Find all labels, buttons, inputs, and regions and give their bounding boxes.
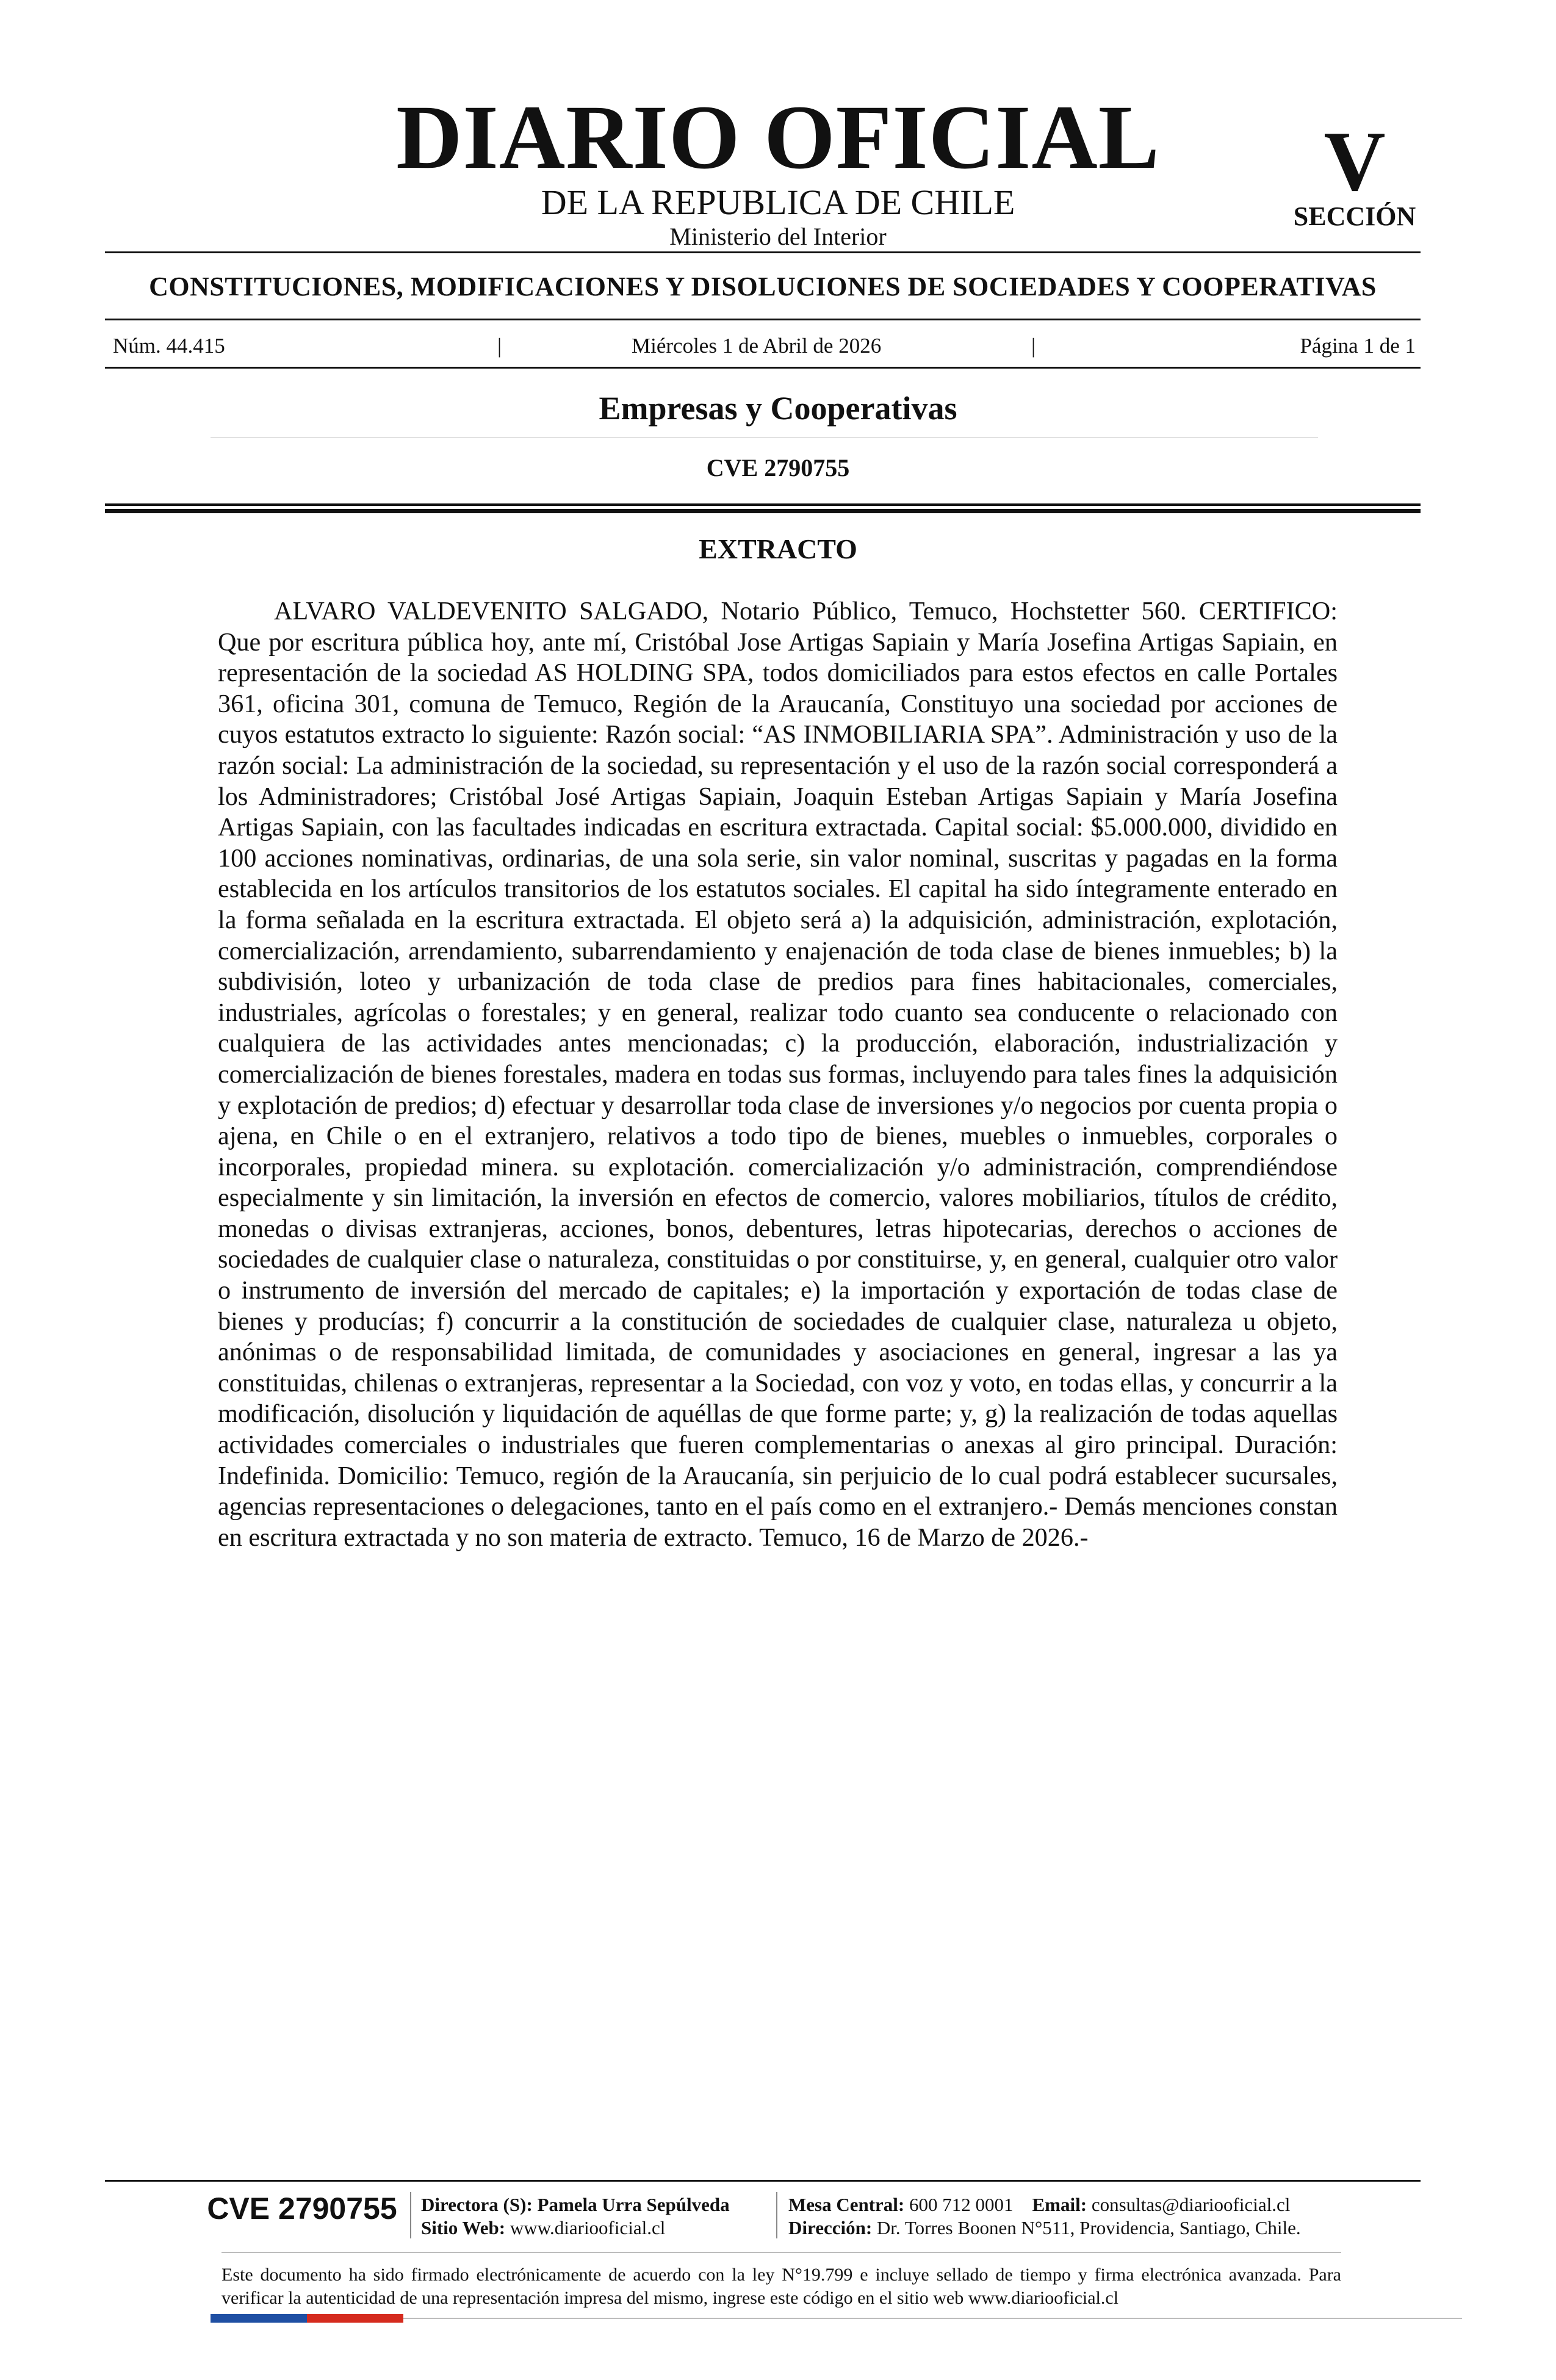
footer-top-rule xyxy=(105,2180,1421,2182)
page-count: Página 1 de 1 xyxy=(1300,334,1416,358)
footer-note-rule xyxy=(222,2252,1341,2253)
director-name: Directora (S): Pamela Urra Sepúlveda xyxy=(421,2194,730,2215)
section-badge xyxy=(1288,114,1422,232)
footer-director-column xyxy=(421,2193,730,2240)
double-rule-top xyxy=(105,503,1421,506)
flag-bar-blue xyxy=(211,2314,307,2323)
address-label: Dirección: xyxy=(788,2217,873,2238)
meta-bottom-rule xyxy=(105,367,1421,369)
section-letter: V xyxy=(1324,114,1386,209)
footer-cve-code: CVE 2790755 xyxy=(207,2191,397,2226)
email-link[interactable]: consultas@diariooficial.cl xyxy=(1091,2194,1291,2215)
issue-meta-row xyxy=(113,333,1416,359)
footer-bottom-rule xyxy=(403,2318,1462,2319)
cve-code: CVE 2790755 xyxy=(706,454,850,481)
address-value: Dr. Torres Boonen N°511, Providencia, Santiago, Chile. xyxy=(876,2217,1301,2238)
email-label: Email: xyxy=(1032,2194,1087,2215)
section-word: SECCIÓN xyxy=(1293,201,1416,231)
flag-bar-red xyxy=(307,2314,403,2323)
category-title: Empresas y Cooperativas xyxy=(599,390,957,427)
issue-number: Núm. 44.415 xyxy=(113,334,225,358)
phone-label: Mesa Central: xyxy=(788,2194,905,2215)
newspaper-subtitle: DE LA REPUBLICA DE CHILE xyxy=(541,182,1015,222)
website-link[interactable]: www.diariooficial.cl xyxy=(510,2217,666,2238)
signature-note: Este documento ha sido firmado electrónicamente de acuerdo con la ley N°19.799 e incluye sellado de tiempo y firma electrónica avanzada. Para verificar la autenticidad de una representación impresa del mismo, ingrese este código en el sitio web www.diariooficial.cl xyxy=(222,2265,1341,2308)
extract-body: ALVARO VALDEVENITO SALGADO, Notario Público, Temuco, Hochstetter 560. CERTIFICO: Que por escritura pública hoy, ante mí, Cristóbal Jose Artigas Sapiain y María Josefina Artigas Sapiain, en representación de la sociedad AS HOLDING SPA, todos domiciliados para estos efectos en calle Portales 361, oficina 301, comuna de Temuco, Región de la Araucanía, Constituyo una sociedad por acciones de cuyos estatutos extracto lo siguiente: Razón social: “AS INMOBILIARIA SPA”. Administración y uso de la razón social: La administración de la sociedad, su representación y el uso de la razón social corresponderá a los Administradores; Cristóbal José Artigas Sapiain, Joaquin Esteban Artigas Sapiain y María Josefina Artigas Sapiain, con las facultades indicadas en escritura extractada. Capital social: $5.000.000, dividido en 100 acciones nominativas, ordinarias, de una sola serie, sin valor nominal, suscritas y pagadas en la forma establecida en los artículos transitorios de los estatutos sociales. El capital ha sido íntegramente enterado en la forma señalada en la escritura extractada. El objeto será a) la adquisición, administración, explotación, comercialización, arrendamiento, subarrendamiento y enajenación de toda clase de bienes inmuebles; b) la subdivisión, loteo y urbanización de toda clase de predios para fines habitacionales, comerciales, industriales, agrícolas o forestales; y en general, realizar todo cuanto sea conducente o relacionado con cualquiera de las actividades antes mencionadas; c) la producción, elaboración, industrialización y comercialización de bienes forestales, madera en todas sus formas, incluyendo para tales fines la adquisición y explotación de predios; d) efectuar y desarrollar toda clase de inversiones y/o negocios por cuenta propia o ajena, en Chile o en el extranjero, relativos a todo tipo de bienes, muebles o inmuebles, corporales o incorporales, propiedad minera. su explotación. comercialización y/o administración, comprendiéndose especialmente y sin limitación, la inversión en efectos de comercio, valores mobiliarios, títulos de crédito, monedas o divisas extranjeras, acciones, bonos, debentures, letras hipotecarias, derechos o acciones de sociedades de cualquier clase o naturaleza, constituidas o por constituirse, y, en general, cualquier otro valor o instrumento de inversión del mercado de capitales; e) la importación y exportación de todas clase de bienes y producías; f) concurrir a la constitución de sociedades de cualquier clase, naturaleza u objeto, anónimas o de responsabilidad limitada, de comunidades y asociaciones en general, ingresar a las ya constituidas, chilenas o extranjeras, representar a la Sociedad, con voz y voto, en todas ellas, y concurrir a la modificación, disolución y liquidación de aquéllas de que forme parte; y, g) la realización de todas aquellas actividades comerciales o industriales que fueren complementarias o anexas al giro principal. Duración: Indefinida. Domicilio: Temuco, región de la Araucanía, sin perjuicio de lo cual podrá establecer sucursales, agencias representaciones o delegaciones, tanto en el país como en el extranjero.- Demás menciones constan en escritura extractada y no son materia de extracto. Temuco, 16 de Marzo de 2026.- xyxy=(218,597,1338,1552)
heading-bottom-rule xyxy=(105,319,1421,320)
category-divider xyxy=(211,437,1318,438)
document-title: EXTRACTO xyxy=(699,533,857,564)
website-label: Sitio Web: xyxy=(421,2217,506,2238)
top-rule xyxy=(105,251,1421,253)
double-rule-bottom xyxy=(105,509,1421,513)
issue-date: Miércoles 1 de Abril de 2026 xyxy=(632,334,882,358)
meta-separator-2: | xyxy=(1031,334,1036,358)
footer-divider-2 xyxy=(776,2192,777,2238)
newspaper-title: DIARIO OFICIAL xyxy=(396,87,1160,188)
meta-separator-1: | xyxy=(497,334,502,358)
footer-divider-1 xyxy=(410,2192,411,2238)
section-heading: CONSTITUCIONES, MODIFICACIONES Y DISOLUCIONES DE SOCIEDADES Y COOPERATIVAS xyxy=(149,272,1377,301)
phone-number: 600 712 0001 xyxy=(909,2194,1014,2215)
ministry-label: Ministerio del Interior xyxy=(669,223,887,250)
footer-contact-column xyxy=(788,2193,1301,2240)
